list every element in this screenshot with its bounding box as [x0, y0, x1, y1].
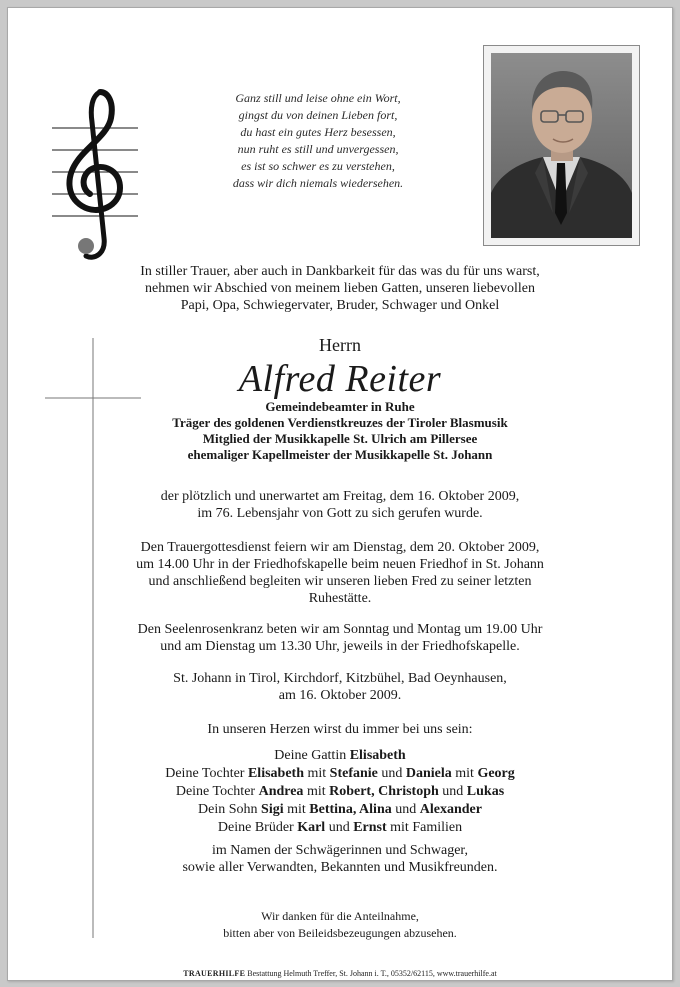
family-name: Alexander [419, 802, 482, 817]
salutation: Herrn [319, 335, 361, 355]
text: mit [451, 766, 478, 781]
footer-text: Bestattung Helmuth Treffer, St. Johann i. T., 05352/62115, www.trauerhilfe.at [245, 969, 497, 978]
text: mit [283, 802, 310, 817]
death-line: der plötzlich und unerwartet am Freitag, dem 16. Oktober 2009, [160, 489, 520, 504]
footer [8, 969, 672, 978]
text: Deine Tochter [175, 784, 259, 799]
death-line: im 76. Lebensjahr von Gott zu sich gerufen wurde. [197, 506, 483, 521]
behalf-line: sowie aller Verwandten, Bekannten und Musikfreunden. [182, 860, 498, 875]
obituary-card [7, 7, 673, 981]
poem-line: du hast ein gutes Herz besessen, [240, 125, 396, 139]
family-name: Daniela [405, 766, 452, 781]
family-line-wife [8, 747, 672, 765]
funeral-line: um 14.00 Uhr in der Friedhofskapelle beim neuen Friedhof in St. Johann [136, 557, 544, 572]
footer-brand: TRAUERHILFE [183, 969, 246, 978]
family-name: Elisabeth [349, 748, 406, 763]
memorial-poem [158, 90, 478, 192]
honor-line: ehemaliger Kapellmeister der Musikkapelle St. Johann [187, 447, 493, 462]
behalf-line: im Namen der Schwägerinnen und Schwager, [211, 843, 469, 858]
place-date [8, 670, 672, 704]
portrait-frame [483, 45, 640, 246]
family-name: Lukas [466, 784, 505, 799]
text: und [377, 766, 406, 781]
intro-line: nehmen wir Abschied von meinem lieben Gatten, unseren liebevollen [145, 281, 535, 296]
intro-line: Papi, Opa, Schwiegervater, Bruder, Schwager und Onkel [180, 298, 500, 313]
treble-clef-icon [48, 88, 142, 266]
portrait-photo [491, 53, 632, 238]
funeral-line: Den Trauergottesdienst feiern wir am Dienstag, dem 20. Oktober 2009, [140, 540, 540, 555]
poem-line: dass wir dich niemals wiedersehen. [232, 176, 404, 190]
funeral-line: Ruhestätte. [308, 591, 372, 606]
text: mit [303, 784, 330, 799]
family-name: Robert, Christoph [329, 784, 439, 799]
place-line: am 16. Oktober 2009. [278, 688, 402, 703]
rosary-line: Den Seelenrosenkranz beten wir am Sonntag und Montag um 19.00 Uhr [137, 622, 543, 637]
honor-line: Gemeindebeamter in Ruhe [265, 399, 415, 414]
text: mit Familien [386, 820, 463, 835]
funeral-line: und anschließend begleiten wir unseren lieben Fred zu seiner letzten [148, 574, 532, 589]
family-line-son [8, 801, 672, 819]
text: und [325, 820, 354, 835]
text: Deine Tochter [165, 766, 248, 781]
family-name: Stefanie [329, 766, 378, 781]
family-line-daughter-1 [8, 765, 672, 783]
rosary-info [8, 621, 672, 655]
thanks-line: Wir danken für die Anteilnahme, [261, 909, 419, 923]
text: Dein Sohn [198, 802, 262, 817]
family-name: Elisabeth [247, 766, 304, 781]
intro-line: In stiller Trauer, aber auch in Dankbarkeit für das was du für uns warst, [140, 264, 540, 279]
text: Deine Brüder [217, 820, 298, 835]
honor-line: Mitglied der Musikkapelle St. Ulrich am Pillersee [202, 431, 478, 446]
behalf-text [8, 842, 672, 876]
family-name: Georg [477, 766, 515, 781]
poem-line: gingst du von deinen Lieben fort, [238, 108, 398, 122]
thanks-text [8, 908, 672, 942]
family-name: Karl [297, 820, 326, 835]
family-list [8, 747, 672, 837]
poem-line: nun ruht es still und unvergessen, [237, 142, 399, 156]
thanks-line: bitten aber von Beileidsbezeugungen abzusehen. [223, 926, 457, 940]
honors-list [8, 399, 672, 463]
text: Deine Gattin [274, 748, 350, 763]
family-name: Andrea [258, 784, 304, 799]
text: und [438, 784, 467, 799]
funeral-info [8, 539, 672, 607]
text: und [391, 802, 420, 817]
intro-text [8, 263, 672, 314]
family-name: Bettina, Alina [309, 802, 392, 817]
poem-line: es ist so schwer es zu verstehen, [241, 159, 395, 173]
deceased-name: Alfred Reiter [238, 358, 442, 400]
place-line: St. Johann in Tirol, Kirchdorf, Kitzbühel, Bad Oeynhausen, [173, 671, 507, 686]
family-name: Ernst [353, 820, 387, 835]
rosary-line: und am Dienstag um 13.30 Uhr, jeweils in der Friedhofskapelle. [160, 639, 520, 654]
honor-line: Träger des goldenen Verdienstkreuzes der Tiroler Blasmusik [172, 415, 508, 430]
family-line-daughter-2 [8, 783, 672, 801]
death-notice [8, 488, 672, 522]
family-name: Sigi [261, 802, 284, 817]
family-line-brothers [8, 819, 672, 837]
hearts-line: In unseren Herzen wirst du immer bei uns sein: [207, 722, 473, 737]
text: mit [303, 766, 330, 781]
poem-line: Ganz still und leise ohne ein Wort, [235, 91, 401, 105]
